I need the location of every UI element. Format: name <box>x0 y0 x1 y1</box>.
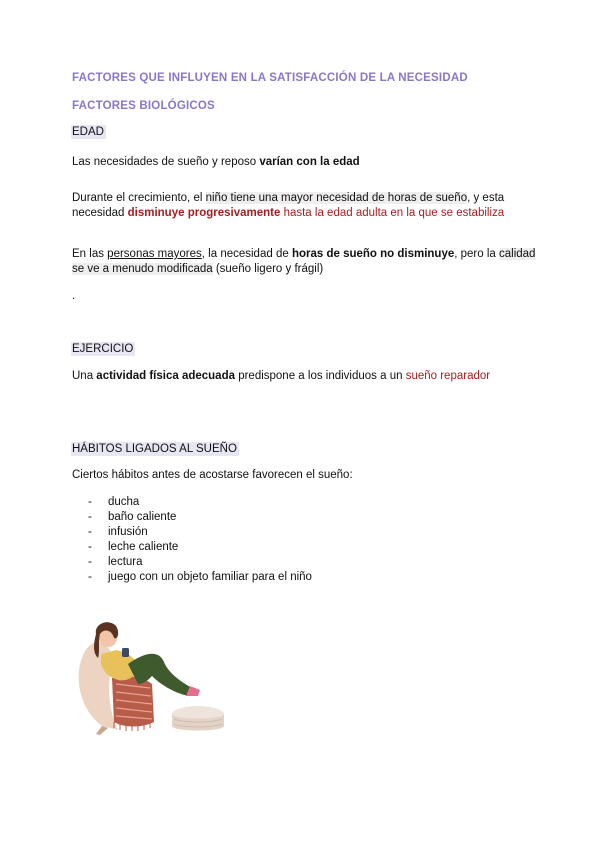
edad-paragraph-3-line-2: se ve a menudo modificada (sueño ligero y frágil) <box>72 263 324 275</box>
list-item: - leche caliente <box>88 541 179 553</box>
list-item: - ducha <box>88 496 140 508</box>
section-heading-ejercicio: EJERCICIO <box>72 343 134 355</box>
woman-relaxing-illustration <box>72 618 230 736</box>
stray-dot: . <box>72 290 76 302</box>
section-heading-habitos: HÁBITOS LIGADOS AL SUEÑO <box>72 443 237 455</box>
ejercicio-paragraph: Una actividad física adecuada predispone a los individuos a un sueño reparador <box>72 370 491 382</box>
habitos-intro: Ciertos hábitos antes de acostarse favorecen el sueño: <box>72 469 353 481</box>
mug-icon <box>122 648 129 657</box>
document-subtitle: FACTORES BIOLÓGICOS <box>72 100 215 112</box>
edad-paragraph-3-line-1: En las personas mayores, la necesidad de horas de sueño no disminuye, pero la calidad <box>72 248 536 260</box>
list-item: - baño caliente <box>88 511 177 523</box>
armchair-leg <box>96 726 108 735</box>
section-heading-edad: EDAD <box>72 126 104 138</box>
edad-paragraph-2-line-2: necesidad disminuye progresivamente hasta la edad adulta en la que se estabiliza <box>72 207 505 219</box>
list-item: - juego con un objeto familiar para el niño <box>88 571 312 583</box>
edad-paragraph-2-line-1: Durante el crecimiento, el niño tiene una mayor necesidad de horas de sueño, y esta <box>72 192 505 204</box>
edad-paragraph-1: Las necesidades de sueño y reposo varían con la edad <box>72 156 360 168</box>
document-title: FACTORES QUE INFLUYEN EN LA SATISFACCIÓN DE LA NECESIDAD <box>72 72 468 84</box>
list-item: - infusión <box>88 526 148 538</box>
list-item: - lectura <box>88 556 143 568</box>
